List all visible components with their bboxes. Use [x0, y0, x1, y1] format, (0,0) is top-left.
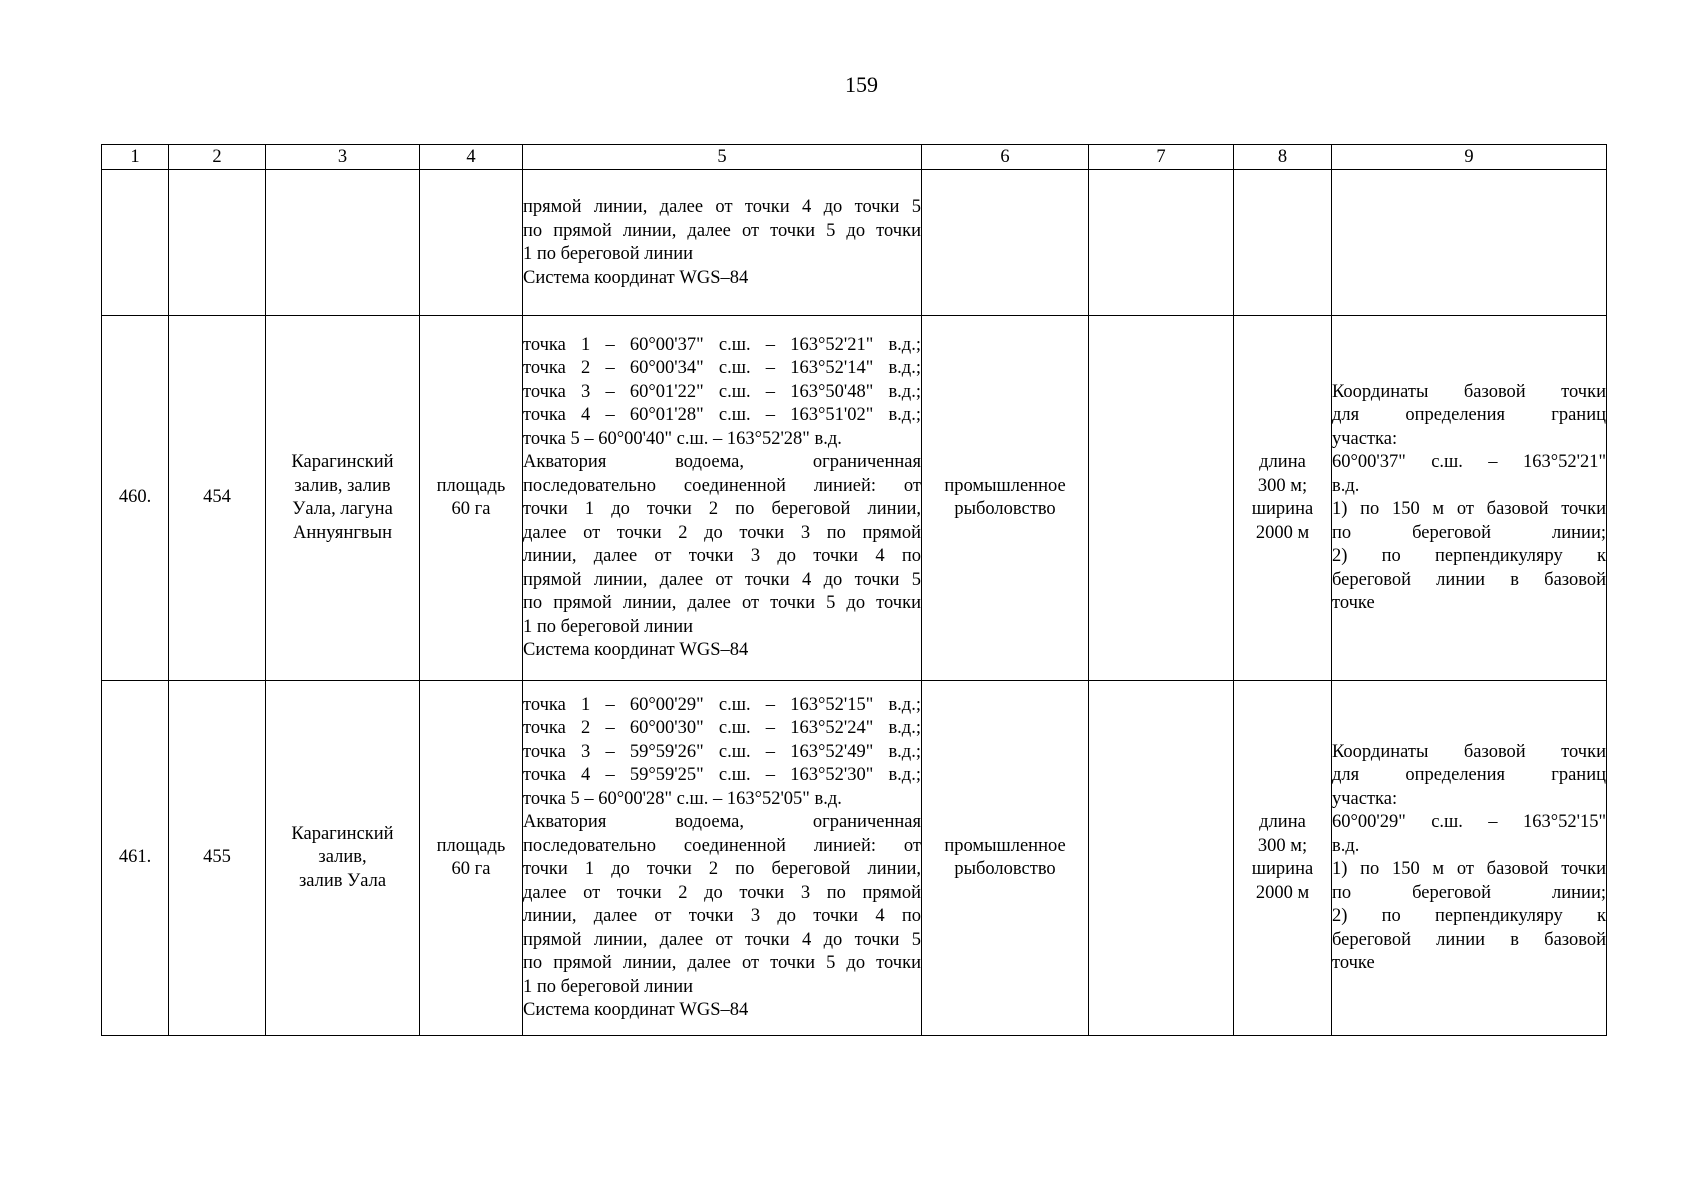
- table-row: [102, 681, 1607, 1036]
- area-size-cell: [420, 316, 523, 681]
- cell-line: Система координат WGS–84: [523, 1000, 749, 1020]
- header-cell: 4: [420, 145, 523, 170]
- continuation-row: [102, 170, 1607, 316]
- cell-line: промышленное: [944, 475, 1066, 496]
- cell-line: длина: [1259, 452, 1306, 472]
- area-code: 454: [169, 316, 266, 681]
- cell-line: 60 га: [451, 859, 491, 879]
- cell-line: точки 1 до точки 2 по береговой линии,: [523, 859, 921, 879]
- cell-line: Карагинский: [291, 452, 394, 472]
- coordinates-cell: [523, 681, 922, 1036]
- cell-line: длина: [1259, 812, 1306, 832]
- cell-line: по прямой линии, далее от точки 5 до точки: [523, 593, 921, 613]
- purpose-cell: [922, 316, 1089, 681]
- empty-cell: [1089, 316, 1234, 681]
- header-cell: 5: [523, 145, 922, 170]
- cell-line: 2) по перпендикуляру к: [1332, 906, 1606, 926]
- purpose-cell: [922, 681, 1089, 1036]
- cell-line: залив,: [318, 847, 367, 868]
- header-cell: 2: [169, 145, 266, 170]
- cell-line: точка 5 – 60°00'40" с.ш. – 163°52'28" в.д.: [523, 428, 842, 449]
- header-cell: 1: [102, 145, 169, 170]
- dimensions-cell: [1234, 316, 1332, 681]
- row-number: 460.: [102, 316, 169, 681]
- cell-line: Координаты базовой точки: [1332, 741, 1606, 762]
- header-cell: 7: [1089, 145, 1234, 170]
- cell-line: ширина: [1251, 859, 1314, 879]
- cell-line: 1 по береговой линии: [523, 616, 694, 637]
- cell-line: далее от точки 2 до точки 3 по прямой: [523, 882, 921, 903]
- cell-line: Система координат WGS–84: [523, 640, 749, 660]
- cell-line: 2000 м: [1255, 882, 1310, 903]
- cell-line: участка:: [1332, 788, 1398, 809]
- cell-line: линии, далее от точки 3 до точки 4 по: [523, 906, 921, 926]
- location-cell: [266, 681, 420, 1036]
- cell-line: далее от точки 2 до точки 3 по прямой: [523, 522, 921, 543]
- cell-line: по береговой линии;: [1332, 882, 1606, 903]
- cell-line: в.д.: [1332, 475, 1360, 496]
- header-cell: 9: [1332, 145, 1607, 170]
- cell-line: точка 2 – 60°00'30" с.ш. – 163°52'24" в.д.;: [523, 718, 921, 738]
- cell-line: Акватория водоема, ограниченная: [523, 812, 921, 832]
- cell-line: Аннуянгвын: [292, 522, 392, 543]
- cell-line: точка 1 – 60°00'29" с.ш. – 163°52'15" в.д.;: [523, 694, 921, 715]
- cell-line: 2) по перпендикуляру к: [1332, 546, 1606, 566]
- cell-line: 60°00'37" с.ш. – 163°52'21": [1332, 452, 1606, 472]
- page-number: 159: [845, 72, 878, 97]
- cell-line: промышленное: [944, 835, 1066, 856]
- cell-line: рыболовство: [954, 859, 1056, 879]
- cell-line: в.д.: [1332, 835, 1360, 856]
- cell-line: 1) по 150 м от базовой точки: [1332, 859, 1606, 879]
- header-cell: 6: [922, 145, 1089, 170]
- table-row: [102, 316, 1607, 681]
- cell-line: 60 га: [451, 499, 491, 519]
- cell-line: 1) по 150 м от базовой точки: [1332, 499, 1606, 519]
- dimensions-cell: [1234, 681, 1332, 1036]
- cell-line: площадь: [436, 835, 506, 856]
- header-cell: 8: [1234, 145, 1332, 170]
- cell-line: залив, залив: [294, 475, 391, 496]
- cell-line: последовательно соединенной линией: от: [523, 475, 921, 496]
- cell-line: по прямой линии, далее от точки 5 до точки: [523, 953, 921, 973]
- cell-line: Координаты базовой точки: [1332, 381, 1606, 402]
- row-number: 461.: [102, 681, 169, 1036]
- coordinates-cell: [523, 170, 922, 316]
- coordinates-cell: [523, 316, 922, 681]
- cell-line: точка 3 – 60°01'22" с.ш. – 163°50'48" в.д.;: [523, 381, 921, 402]
- cell-line: для определения границ: [1332, 405, 1606, 425]
- header-row: [102, 145, 1607, 170]
- cell-line: точки 1 до точки 2 по береговой линии,: [523, 499, 921, 519]
- cell-line: береговой линии в базовой: [1332, 569, 1606, 590]
- area-code: 455: [169, 681, 266, 1036]
- location-cell: [266, 316, 420, 681]
- cell-line: точка 1 – 60°00'37" с.ш. – 163°52'21" в.д.;: [523, 334, 921, 355]
- cell-line: залив Уала: [298, 870, 387, 891]
- cell-line: береговой линии в базовой: [1332, 929, 1606, 950]
- cell-line: точка 3 – 59°59'26" с.ш. – 163°52'49" в.д.;: [523, 741, 921, 762]
- cell-line: точка 4 – 59°59'25" с.ш. – 163°52'30" в.д.;: [523, 765, 921, 785]
- cell-line: прямой линии, далее от точки 4 до точки 5: [523, 197, 921, 217]
- area-size-cell: [420, 681, 523, 1036]
- cell-line: 2000 м: [1255, 522, 1310, 543]
- cell-line: Акватория водоема, ограниченная: [523, 452, 921, 472]
- cell-line: 1 по береговой линии: [523, 244, 694, 264]
- cell-line: 60°00'29" с.ш. – 163°52'15": [1332, 812, 1606, 832]
- cell-line: 300 м;: [1257, 835, 1308, 856]
- cell-line: прямой линии, далее от точки 4 до точки 5: [523, 929, 921, 950]
- cell-line: точка 5 – 60°00'28" с.ш. – 163°52'05" в.д.: [523, 788, 842, 809]
- cell-line: точка 4 – 60°01'28" с.ш. – 163°51'02" в.д.;: [523, 405, 921, 425]
- cell-line: рыболовство: [954, 499, 1056, 519]
- cell-line: 300 м;: [1257, 475, 1308, 496]
- cell-line: точке: [1332, 953, 1375, 973]
- cell-line: для определения границ: [1332, 765, 1606, 785]
- base-point-cell: [1332, 316, 1607, 681]
- fishing-areas-table: [101, 144, 1607, 1036]
- cell-line: последовательно соединенной линией: от: [523, 835, 921, 856]
- cell-line: прямой линии, далее от точки 4 до точки 5: [523, 569, 921, 590]
- cell-line: точке: [1332, 593, 1375, 613]
- cell-line: точка 2 – 60°00'34" с.ш. – 163°52'14" в.д.;: [523, 358, 921, 378]
- cell-line: по береговой линии;: [1332, 522, 1606, 543]
- cell-line: Уала, лагуна: [292, 499, 393, 519]
- cell-line: Карагинский: [291, 823, 394, 844]
- cell-line: Система координат WGS–84: [523, 267, 749, 288]
- header-cell: 3: [266, 145, 420, 170]
- cell-line: линии, далее от точки 3 до точки 4 по: [523, 546, 921, 566]
- base-point-cell: [1332, 681, 1607, 1036]
- cell-line: по прямой линии, далее от точки 5 до точки: [523, 220, 921, 241]
- cell-line: 1 по береговой линии: [523, 976, 694, 997]
- cell-line: площадь: [436, 475, 506, 496]
- cell-line: участка:: [1332, 428, 1398, 449]
- cell-line: ширина: [1251, 499, 1314, 519]
- empty-cell: [1089, 681, 1234, 1036]
